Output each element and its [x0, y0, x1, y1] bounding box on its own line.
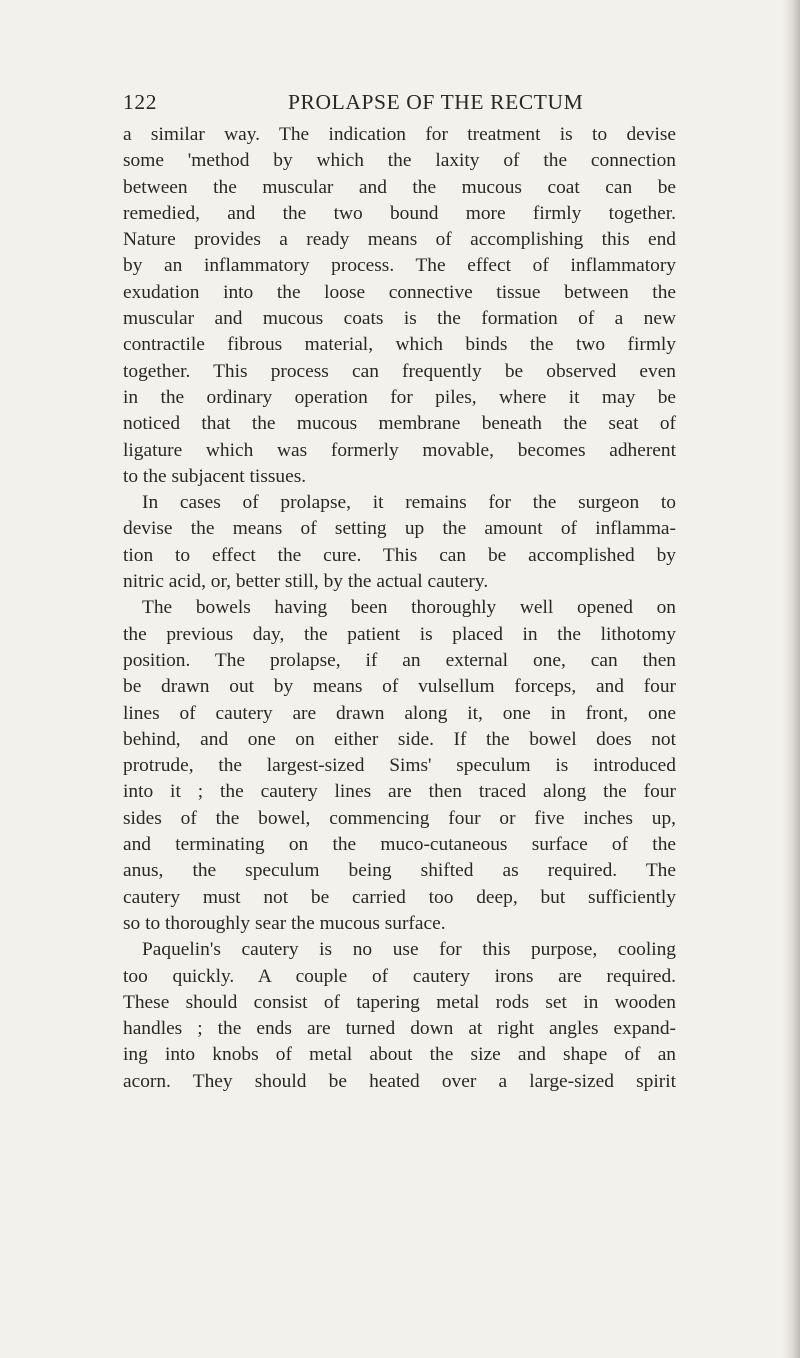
text-line: These should consist of tapering metal rods set in wooden [123, 991, 676, 1013]
paragraph-end-line: nitric acid, or, better still, by the actual cautery. [123, 571, 489, 593]
text-line: lines of cautery are drawn along it, one in front, one [123, 702, 676, 724]
text-line: be drawn out by means of vulsellum forceps, and four [123, 676, 676, 698]
text-line: in the ordinary operation for piles, where it may be [123, 386, 676, 408]
text-line: behind, and one on either side. If the bowel does not [123, 728, 676, 750]
text-line: between the muscular and the mucous coat can be [123, 176, 676, 198]
paragraph-end-line: so to thoroughly sear the mucous surface. [123, 912, 446, 934]
paragraph-start-line: In cases of prolapse, it remains for the surgeon to [142, 492, 676, 514]
text-line: muscular and mucous coats is the formation of a new [123, 308, 676, 330]
text-line: cautery must not be carried too deep, but sufficiently [123, 886, 676, 908]
text-line: ligature which was formerly movable, becomes adherent [123, 439, 676, 461]
text-line: by an inflammatory process. The effect of inflammatory [123, 255, 676, 277]
text-line: sides of the bowel, commencing four or five inches up, [123, 807, 676, 829]
page-number: 122 [123, 90, 158, 114]
running-title: PROLAPSE OF THE RECTUM [288, 90, 584, 114]
text-line: into it ; the cautery lines are then traced along the four [123, 781, 676, 803]
paragraph-end-line: to the subjacent tissues. [123, 465, 307, 487]
paragraph-start-line: The bowels having been thoroughly well opened on [142, 597, 676, 619]
text-line: remedied, and the two bound more firmly together. [123, 202, 676, 224]
text-line: position. The prolapse, if an external one, can then [123, 649, 676, 671]
text-line: the previous day, the patient is placed in the lithotomy [123, 623, 676, 645]
text-line: noticed that the mucous membrane beneath the seat of [123, 413, 676, 435]
text-line: and terminating on the muco-cutaneous surface of the [123, 834, 676, 856]
text-line: contractile fibrous material, which binds the two firmly [123, 334, 676, 356]
text-line: devise the means of setting up the amount of inflamma- [123, 518, 676, 540]
text-line: a similar way. The indication for treatment is to devise [123, 124, 676, 145]
text-line: acorn. They should be heated over a large-sized spirit [123, 1070, 676, 1092]
text-line: some 'method by which the laxity of the connection [123, 150, 676, 172]
text-line: handles ; the ends are turned down at right angles expand- [123, 1018, 676, 1040]
paragraph-start-line: Paquelin's cautery is no use for this purpose, cooling [142, 939, 676, 961]
text-line: anus, the speculum being shifted as required. The [123, 860, 676, 882]
body-text [123, 122, 676, 1095]
text-line: together. This process can frequently be observed even [123, 360, 676, 382]
text-line: ing into knobs of metal about the size and shape of an [123, 1044, 676, 1066]
page-edge-shadow [782, 0, 800, 1358]
text-line: exudation into the loose connective tissue between the [123, 281, 676, 303]
text-line: too quickly. A couple of cautery irons are required. [123, 965, 676, 987]
text-line: protrude, the largest-sized Sims' speculum is introduced [123, 755, 676, 777]
text-line: tion to effect the cure. This can be accomplished by [123, 544, 676, 566]
running-head [123, 90, 676, 118]
text-line: Nature provides a ready means of accomplishing this end [123, 229, 676, 251]
